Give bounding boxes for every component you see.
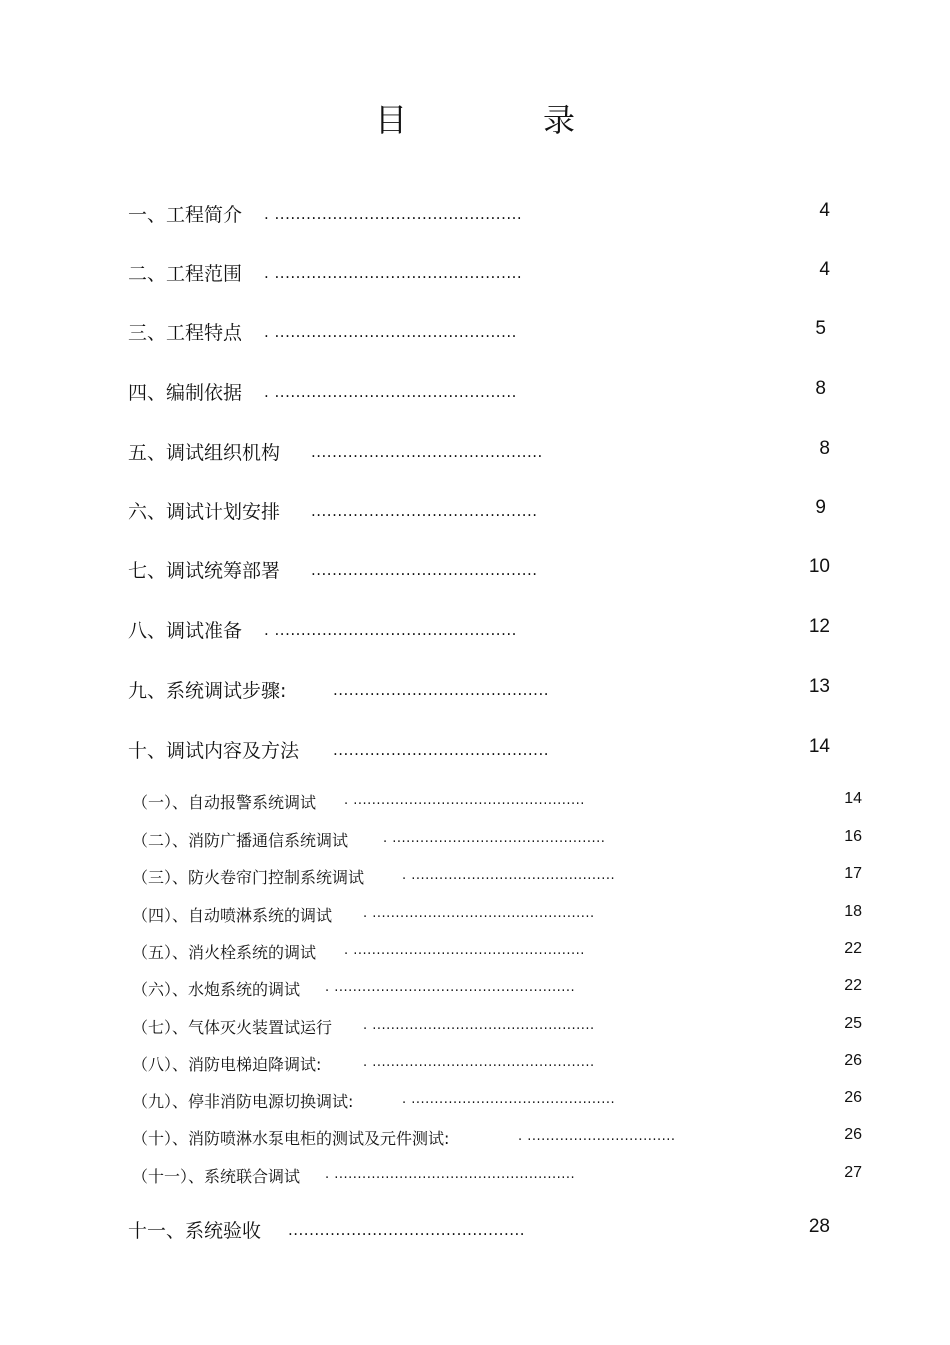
toc-page-number: 10 (808, 556, 830, 577)
toc-leader-dots: . .................................................. (344, 943, 585, 958)
toc-entry-label: 四、编制依据 (128, 382, 243, 404)
toc-subentry-label: （六）、水炮系统的调试 (132, 980, 301, 999)
toc-entry[interactable] (0, 1216, 950, 1246)
toc-subentry-label: （四）、自动喷淋系统的调试 (132, 906, 333, 925)
toc-leader-dots: . .................................................... (325, 1167, 576, 1182)
toc-page-number: 22 (844, 977, 862, 994)
toc-subentry[interactable] (0, 1015, 950, 1045)
toc-entry[interactable] (0, 318, 950, 348)
toc-entry-label: 十一、系统验收 (128, 1220, 262, 1242)
toc-page-number: 16 (844, 828, 862, 845)
toc-page-number: 14 (808, 736, 830, 757)
toc-leader-dots: . .................................................... (325, 980, 576, 995)
toc-subentry[interactable] (0, 1052, 950, 1082)
toc-leader-dots: . .............................................. (264, 383, 517, 401)
toc-entry-label: 六、调试计划安排 (128, 501, 281, 523)
toc-leader-dots: . ............................................ (402, 1092, 616, 1107)
toc-subentry-label: （十）、消防喷淋水泵电柜的测试及元件测试: (132, 1129, 450, 1148)
toc-page-number: 17 (844, 865, 862, 882)
toc-page-number: 8 (819, 438, 830, 459)
toc-page-number: 9 (815, 497, 826, 518)
toc-leader-dots: ............................................. (288, 1221, 526, 1239)
page-title: 目 录 (374, 101, 627, 139)
toc-entry-label: 二、工程范围 (128, 263, 243, 285)
toc-page-number: 4 (819, 200, 830, 221)
toc-leader-dots: . ................................ (518, 1129, 676, 1144)
toc-entry-label: 五、调试组织机构 (128, 442, 281, 464)
toc-page-number: 27 (844, 1164, 862, 1181)
toc-subentry[interactable] (0, 865, 950, 895)
toc-subentry-label: （二）、消防广播通信系统调试 (132, 831, 349, 850)
toc-page-number: 26 (844, 1052, 862, 1069)
toc-subentry[interactable] (0, 1089, 950, 1119)
toc-page-number: 28 (808, 1216, 830, 1237)
toc-subentry[interactable] (0, 790, 950, 820)
toc-subentry-label: （五）、消火栓系统的调试 (132, 943, 317, 962)
toc-subentry[interactable] (0, 828, 950, 858)
toc-leader-dots: . .............................................. (264, 621, 517, 639)
toc-page-number: 12 (808, 616, 830, 637)
toc-entry[interactable] (0, 616, 950, 646)
toc-subentry-label: （八）、消防电梯迫降调试: (132, 1055, 322, 1074)
toc-subentry-label: （七）、气体灭火装置试运行 (132, 1018, 333, 1037)
toc-subentry[interactable] (0, 903, 950, 933)
toc-subentry[interactable] (0, 1126, 950, 1156)
toc-entry[interactable] (0, 200, 950, 230)
toc-leader-dots: . ................................................ (363, 906, 595, 921)
toc-entry-label: 八、调试准备 (128, 620, 243, 642)
toc-leader-dots: ........................................... (311, 561, 538, 579)
toc-subentry-label: （三）、防火卷帘门控制系统调试 (132, 868, 365, 887)
toc-entry-label: 九、系统调试步骤: (128, 680, 287, 702)
toc-entry-label: 三、工程特点 (128, 322, 243, 344)
toc-page-number: 18 (844, 903, 862, 920)
toc-page-number: 13 (808, 676, 830, 697)
toc-leader-dots: . ............................................... (264, 205, 523, 223)
toc-leader-dots: . ............................................ (402, 868, 616, 883)
toc-leader-dots: . .............................................. (383, 831, 606, 846)
toc-entry[interactable] (0, 378, 950, 408)
toc-subentry[interactable] (0, 1164, 950, 1194)
toc-page-number: 5 (815, 318, 826, 339)
toc-subentry-label: （十一）、系统联合调试 (132, 1167, 301, 1186)
toc-page-number: 25 (844, 1015, 862, 1032)
toc-page-number: 26 (844, 1126, 862, 1143)
toc-leader-dots: . ................................................ (363, 1018, 595, 1033)
toc-page-number: 4 (819, 259, 830, 280)
toc-leader-dots: . ................................................ (363, 1055, 595, 1070)
toc-entry[interactable] (0, 497, 950, 527)
toc-subentry[interactable] (0, 977, 950, 1007)
toc-leader-dots: ........................................... (311, 502, 538, 520)
toc-entry-label: 一、工程简介 (128, 204, 243, 226)
toc-entry[interactable] (0, 676, 950, 706)
toc-page-number: 26 (844, 1089, 862, 1106)
toc-page-number: 8 (815, 378, 826, 399)
toc-entry-label: 七、调试统筹部署 (128, 560, 281, 582)
toc-leader-dots: ............................................ (311, 443, 543, 461)
toc-leader-dots: . .............................................. (264, 323, 517, 341)
toc-subentry-label: （九）、停非消防电源切换调试: (132, 1092, 354, 1111)
toc-entry-label: 十、调试内容及方法 (128, 740, 300, 762)
toc-leader-dots: ......................................... (333, 741, 549, 759)
toc-entry[interactable] (0, 259, 950, 289)
toc-entry[interactable] (0, 556, 950, 586)
toc-subentry-label: （一）、自动报警系统调试 (132, 793, 317, 812)
toc-subentry[interactable] (0, 940, 950, 970)
toc-page-number: 22 (844, 940, 862, 957)
toc-leader-dots: . ............................................... (264, 264, 523, 282)
toc-entry[interactable] (0, 438, 950, 468)
toc-leader-dots: ......................................... (333, 681, 549, 699)
toc-leader-dots: . .................................................. (344, 793, 585, 808)
toc-page-number: 14 (844, 790, 862, 807)
toc-entry[interactable] (0, 736, 950, 766)
